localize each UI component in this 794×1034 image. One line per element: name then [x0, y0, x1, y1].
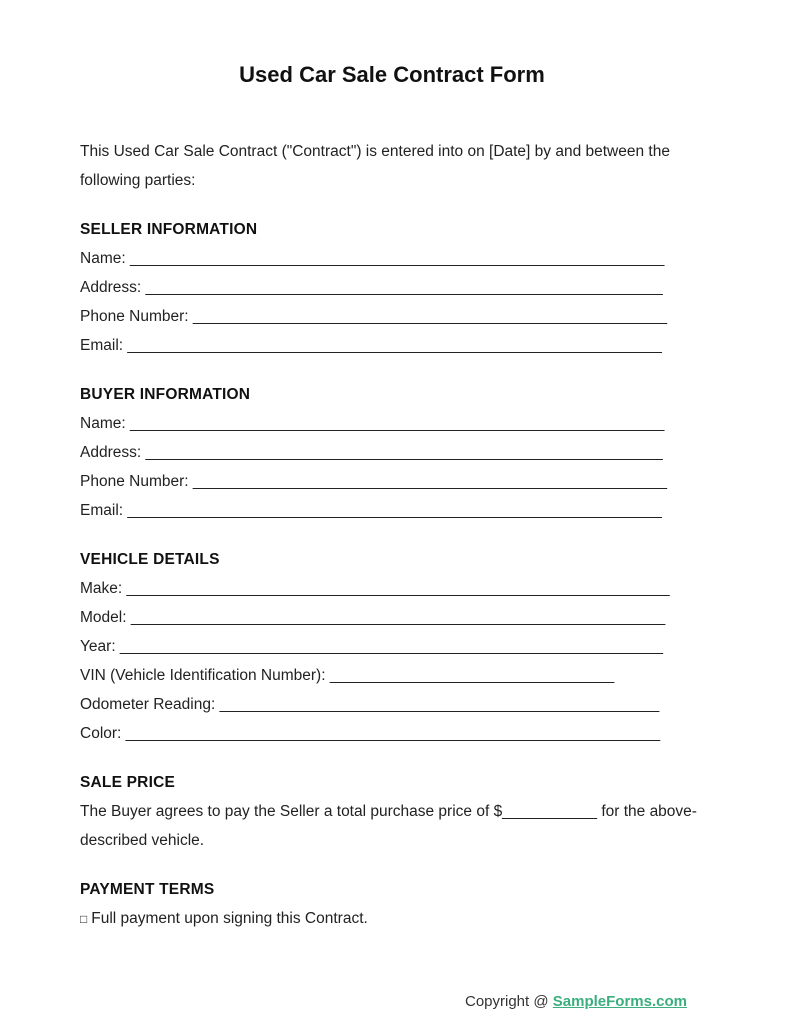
- copyright-footer: [465, 993, 687, 1010]
- vehicle-vin-field[interactable]: VIN (Vehicle Identification Number): _________________________________: [80, 667, 615, 684]
- spacer: [80, 748, 720, 768]
- seller-email-field[interactable]: Email: ______________________________________________________________: [80, 337, 662, 354]
- buyer-email-field[interactable]: Email: ______________________________________________________________: [80, 502, 662, 519]
- vehicle-odometer-field[interactable]: Odometer Reading: ___________________________________________________: [80, 696, 660, 713]
- vehicle-section: [80, 545, 720, 748]
- seller-heading: SELLER INFORMATION: [80, 221, 258, 238]
- checkbox-icon[interactable]: □: [80, 912, 88, 926]
- spacer: [80, 855, 720, 875]
- buyer-heading: BUYER INFORMATION: [80, 386, 251, 403]
- seller-section: [80, 215, 720, 360]
- payment-option-full[interactable]: [80, 904, 720, 934]
- seller-name-field[interactable]: Name: ______________________________________________________________: [80, 250, 665, 267]
- vehicle-heading: VEHICLE DETAILS: [80, 551, 220, 568]
- sale-price-section: [80, 768, 720, 855]
- seller-address-field[interactable]: Address: ____________________________________________________________: [80, 279, 663, 296]
- page-title: Used Car Sale Contract Form: [239, 62, 545, 87]
- buyer-address-field[interactable]: Address: ____________________________________________________________: [80, 444, 663, 461]
- spacer: [80, 525, 720, 545]
- seller-phone-field[interactable]: Phone Number: _______________________________________________________: [80, 308, 667, 325]
- sale-price-heading: SALE PRICE: [80, 774, 176, 791]
- buyer-name-field[interactable]: Name: ______________________________________________________________: [80, 415, 665, 432]
- vehicle-model-field[interactable]: Model: ______________________________________________________________: [80, 609, 666, 626]
- buyer-section: [80, 380, 720, 525]
- copyright-prefix: Copyright @: [465, 993, 553, 1010]
- vehicle-color-field[interactable]: Color: ______________________________________________________________: [80, 725, 661, 742]
- vehicle-year-field[interactable]: Year: _______________________________________________________________: [80, 638, 664, 655]
- payment-terms-heading: PAYMENT TERMS: [80, 881, 215, 898]
- payment-terms-section: [80, 875, 720, 934]
- spacer: [80, 195, 720, 215]
- payment-option-label: Full payment upon signing this Contract.: [91, 910, 368, 927]
- buyer-phone-field[interactable]: Phone Number: _______________________________________________________: [80, 473, 667, 490]
- vehicle-make-field[interactable]: Make: _______________________________________________________________: [80, 580, 670, 597]
- contract-body: [80, 137, 720, 934]
- intro-paragraph: This Used Car Sale Contract ("Contract") is entered into on [Date] by and between the following parties:: [80, 143, 670, 189]
- sale-price-text[interactable]: The Buyer agrees to pay the Seller a total purchase price of $___________ for the above-described vehicle.: [80, 803, 697, 849]
- brand-link[interactable]: SampleForms.com: [552, 993, 687, 1010]
- spacer: [80, 360, 720, 380]
